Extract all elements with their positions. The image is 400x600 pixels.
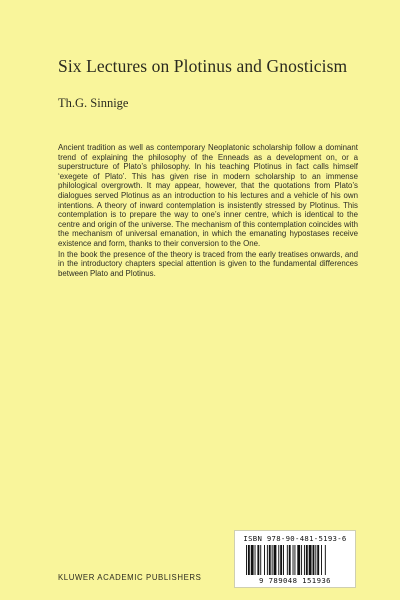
book-title: Six Lectures on Plotinus and Gnosticism (58, 56, 348, 76)
publisher-name: KLUWER ACADEMIC PUBLISHERS (58, 573, 202, 582)
barcode-image (245, 545, 349, 575)
blurb-paragraph-1: Ancient tradition as well as contemporary Neoplatonic scholarship follow a dominant trend of explaining the philosophy of the Enneads as a development on, or a superstructure of Plato’s philosophy. In his teaching Plotinus in fact calls himself ‘exegete of Plato’. This has given rise in modern scholarship to an immense philological overgrowth. It may appear, however, that the quotations from Plato’s dialogues served Plotinus as an introduction to his lectures and a vehicle of his own intentions. A theory of inward contemplation is insistently stressed by Plotinus. This contemplation is to prepare the way to one’s inner centre, which is identical to the centre and origin of the universe. The mechanism of this contemplation coincides with the mechanism of universal emanation, in which the emanating hypostases receive existence and form, thanks to their conversion to the One. (58, 143, 358, 248)
barcode-box (234, 530, 356, 588)
author-name: Th.G. Sinnige (58, 96, 129, 110)
back-cover-blurb (58, 143, 358, 279)
blurb-paragraph-2: In the book the presence of the theory is traced from the early treatises onwards, and in the introductory chapters special attention is given to the fundamental differences between Plato and Plotinus. (58, 249, 358, 278)
isbn-number: ISBN 978-90-481-5193-6 (243, 534, 347, 543)
ean-number: 9 789048 151936 (259, 576, 331, 585)
